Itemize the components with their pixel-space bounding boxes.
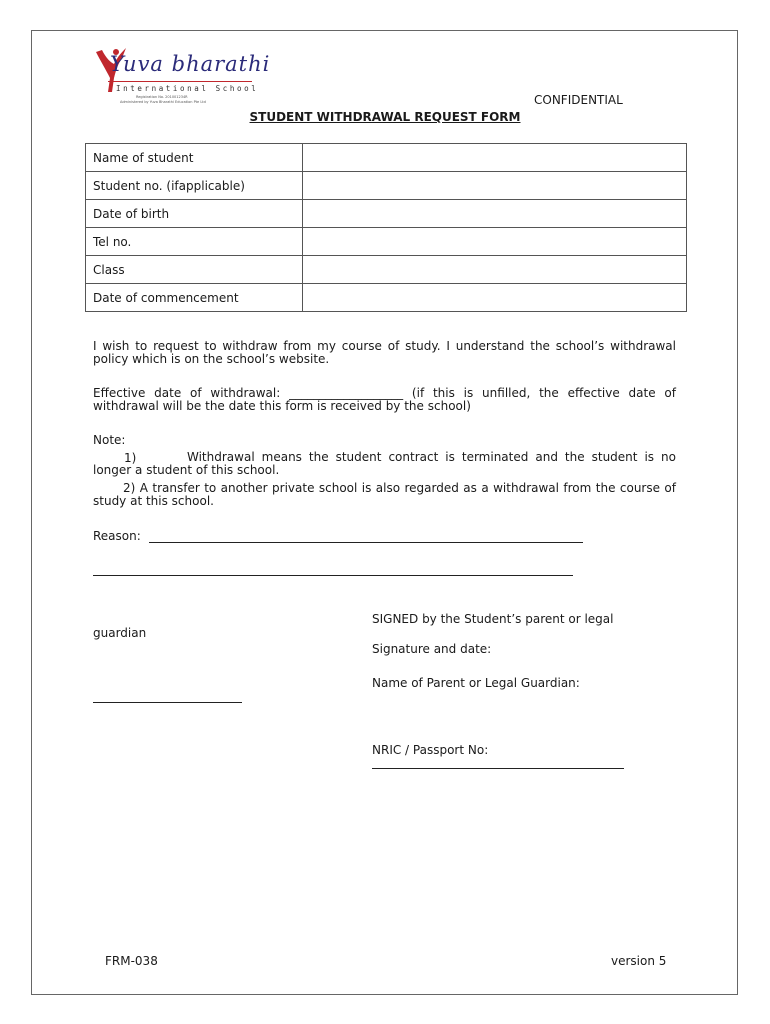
name-of-student-field[interactable] bbox=[303, 144, 687, 172]
logo-subtitle: International School bbox=[116, 84, 259, 93]
signature-line[interactable] bbox=[93, 702, 242, 703]
signed-by-label: SIGNED by the Student’s parent or legal bbox=[372, 612, 614, 626]
date-of-birth-field[interactable] bbox=[303, 200, 687, 228]
note-1-number: 1) bbox=[124, 451, 137, 465]
note-2-text: 2) A transfer to another private school is also regarded as a withdrawal from the course of study at this school. bbox=[93, 481, 676, 508]
request-paragraph: I wish to request to withdraw from my course of study. I understand the school’s withdrawal policy which is on the school’s website. bbox=[93, 339, 676, 366]
field-label: Class bbox=[86, 256, 303, 284]
nric-input-line[interactable] bbox=[372, 768, 624, 769]
table-row bbox=[86, 144, 687, 172]
logo-wordmark: Yuva bharathi bbox=[110, 52, 271, 76]
student-no-field[interactable] bbox=[303, 172, 687, 200]
school-logo bbox=[92, 44, 271, 106]
table-row bbox=[86, 228, 687, 256]
field-label: Tel no. bbox=[86, 228, 303, 256]
field-label: Student no. (ifapplicable) bbox=[86, 172, 303, 200]
logo-tagline: Registration No. 201001234R bbox=[136, 95, 188, 99]
note-1-text: Withdrawal means the student contract is terminated and the student is no longer a student of this school. bbox=[93, 450, 676, 477]
table-row bbox=[86, 172, 687, 200]
logo-address: Administered by Yuva Bharathi Education Pte Ltd bbox=[120, 100, 206, 104]
reason-label: Reason: bbox=[93, 529, 141, 543]
note-heading: Note: bbox=[93, 433, 126, 447]
student-info-table bbox=[85, 143, 687, 312]
nric-label: NRIC / Passport No: bbox=[372, 743, 489, 757]
guardian-label: guardian bbox=[93, 626, 147, 640]
reason-input-line-2[interactable] bbox=[93, 575, 573, 576]
date-of-commencement-field[interactable] bbox=[303, 284, 687, 312]
field-label: Name of student bbox=[86, 144, 303, 172]
class-field[interactable] bbox=[303, 256, 687, 284]
effective-date-note: (if this is unfilled, the effective date of withdrawal will be the date this form is received by the school) bbox=[93, 386, 676, 413]
reason-input-line[interactable] bbox=[149, 542, 583, 543]
form-title: STUDENT WITHDRAWAL REQUEST FORM bbox=[249, 110, 521, 124]
signature-date-label: Signature and date: bbox=[372, 642, 492, 656]
logo-divider bbox=[108, 81, 252, 82]
table-row bbox=[86, 200, 687, 228]
confidential-label: CONFIDENTIAL bbox=[534, 93, 623, 107]
field-label: Date of commencement bbox=[86, 284, 303, 312]
tel-no-field[interactable] bbox=[303, 228, 687, 256]
effective-date-paragraph bbox=[93, 387, 676, 413]
effective-date-input[interactable]: ___________________ bbox=[289, 386, 404, 400]
effective-date-label: Effective date of withdrawal: bbox=[93, 386, 281, 400]
version-label: version 5 bbox=[611, 954, 667, 968]
parent-name-label: Name of Parent or Legal Guardian: bbox=[372, 676, 580, 690]
field-label: Date of birth bbox=[86, 200, 303, 228]
table-row bbox=[86, 256, 687, 284]
table-row bbox=[86, 284, 687, 312]
form-code: FRM-038 bbox=[105, 954, 158, 968]
